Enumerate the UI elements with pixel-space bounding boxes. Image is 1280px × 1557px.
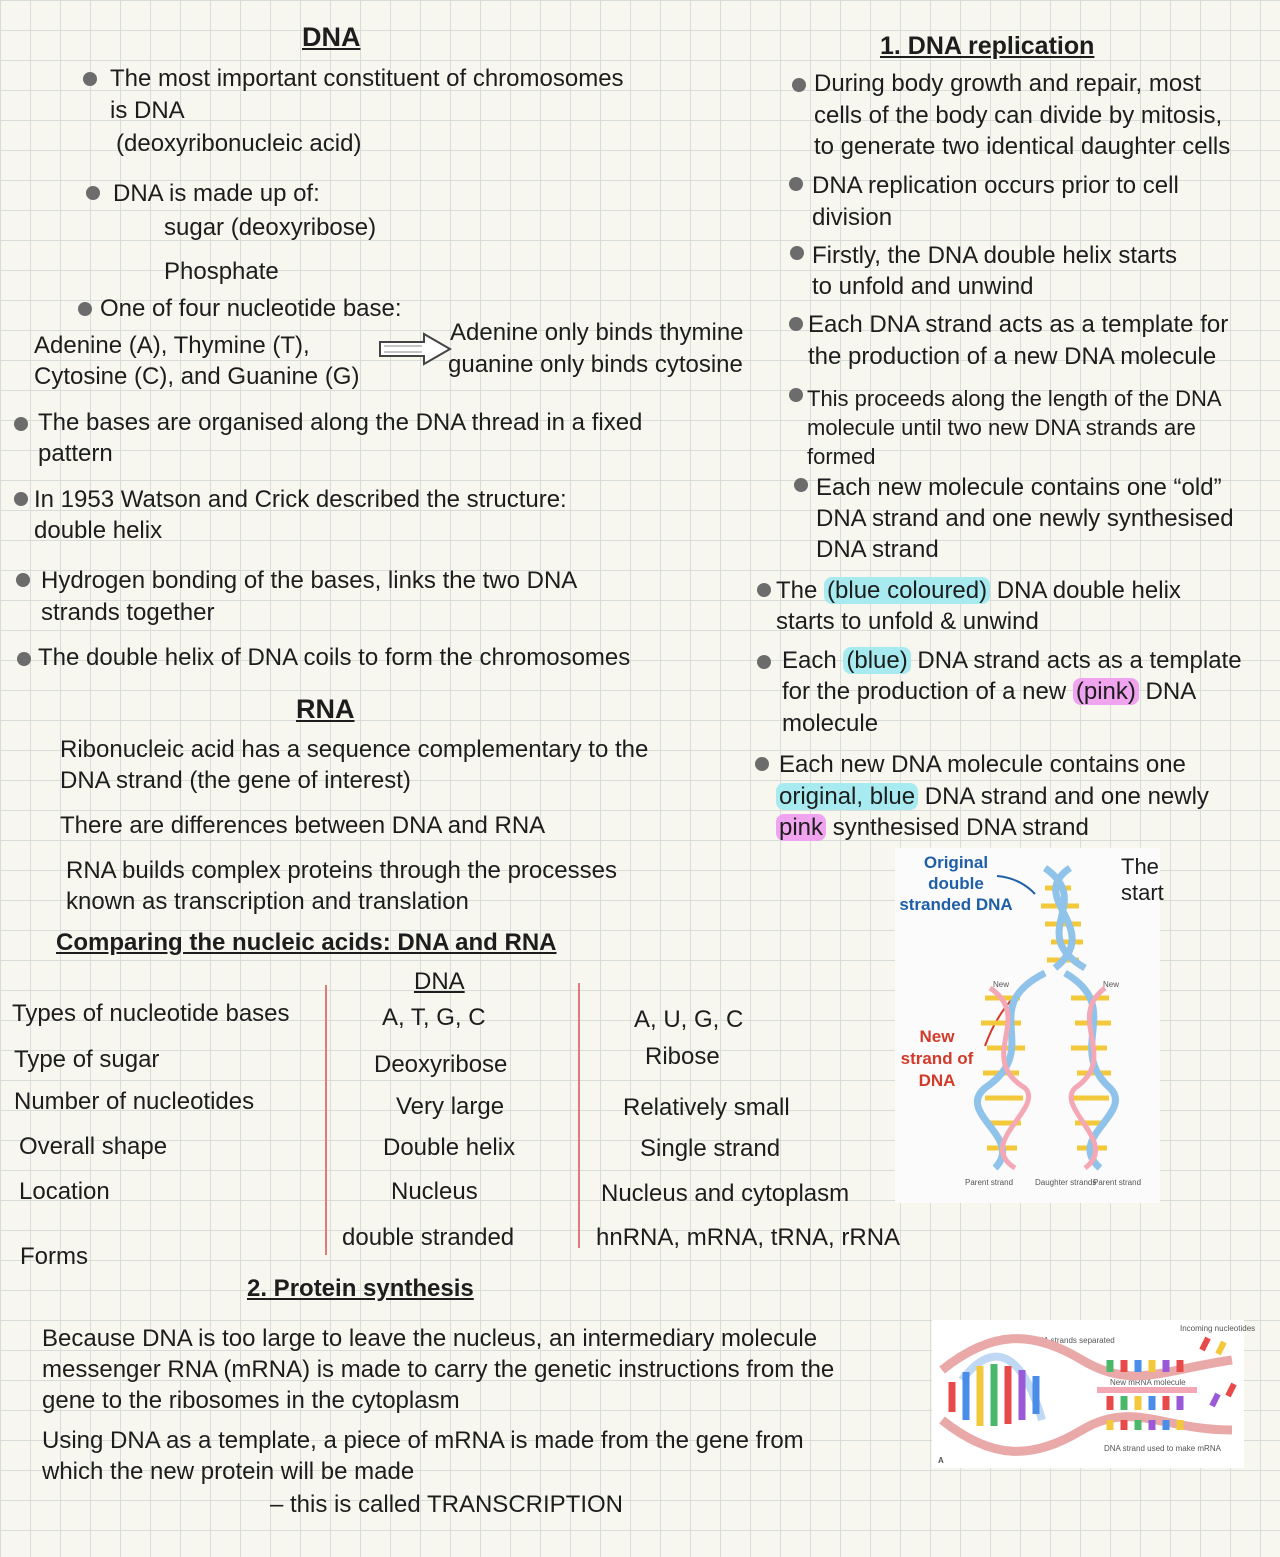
dna-location: Nucleus [391,1178,478,1205]
table-divider-left [325,985,327,1255]
phosphate-item: Phosphate [164,258,279,285]
rna-p3-line-1: RNA builds complex proteins through the processes [66,857,617,884]
pink-highlight: pink [776,814,826,841]
new-strand-label: New strand of DNA [900,1027,974,1090]
protein-p1-line-1: Because DNA is too large to leave the nucleus, an intermediary molecule [42,1325,818,1352]
original-dna-label: Original double stranded DNA [899,853,1013,914]
the-start-line-2: start [1121,880,1164,905]
parent-strand-label: Parent strand [1093,1178,1142,1187]
transcription-figure [932,1320,1256,1468]
comparison-title: Comparing the nucleic acids: DNA and RNA [56,929,557,956]
dna-separated-label: DNA strands separated [1032,1336,1115,1345]
constituent-line-3: (deoxyribonucleic acid) [116,130,362,157]
rep-b7-line-2: starts to unfold & unwind [776,608,1039,635]
rna-bases: A, U, G, C [634,1006,744,1033]
blue-highlight: (blue) [843,647,910,674]
rep-b8-line-1 [782,645,1242,676]
rna-location: Nucleus and cytoplasm [601,1180,850,1207]
protein-p2-line-1: Using DNA as a template, a piece of mRNA is made from the gene from [42,1427,804,1454]
double-helix-illustration [895,848,1160,1203]
bases-line-2: Cytosine (C), and Guanine (G) [34,363,360,390]
dna-title: DNA [302,22,361,52]
watson-crick-line-1: In 1953 Watson and Crick described the structure: [34,486,567,513]
bases-line-1: Adenine (A), Thymine (T), [34,332,310,359]
rna-forms: hnRNA, mRNA, tRNA, rRNA [596,1224,901,1251]
organised-line-1: The bases are organised along the DNA thread in a fixed [38,409,643,436]
rep-b5-line-1: This proceeds along the length of the DNA [807,386,1222,411]
bullet [790,246,804,260]
row-label-shape: Overall shape [19,1133,168,1160]
bullet [16,573,30,587]
bullet [14,492,28,506]
new-label: New [993,980,1010,989]
rep-b9-line2-post: DNA strand and one newly [918,783,1209,810]
rep-b7-line-1 [776,575,1181,606]
rep-b6-line-2: DNA strand and one newly synthesised [816,505,1234,532]
rep-b8-line2-post: DNA [1138,678,1197,705]
blue-highlight: original, blue [776,783,918,810]
bullet [755,757,769,771]
rna-p1-line-1: Ribonucleic acid has a sequence complementary to the [60,736,649,763]
dna-sugar: Deoxyribose [374,1051,508,1078]
organised-line-2: pattern [38,440,113,467]
bullet [86,186,100,200]
pink-highlight: (pink) [1073,678,1139,705]
row-label-nucleotides: Number of nucleotides [14,1088,255,1115]
rep-b3-line-2: to unfold and unwind [812,273,1034,300]
rep-b7-post: DNA double helix [990,577,1181,604]
pairing-line-1: Adenine only binds thymine [450,319,744,346]
bullet [17,652,31,666]
row-label-sugar: Type of sugar [14,1046,160,1073]
made-of-intro: DNA is made up of: [113,180,320,207]
constituent-line-1: The most important constituent of chromosomes [110,65,624,92]
rep-b8-line2-pre: for the production of a new [782,678,1073,705]
dna-forms: double stranded [342,1224,515,1251]
rna-title: RNA [296,694,355,724]
protein-p1-line-3: gene to the ribosomes in the cytoplasm [42,1387,460,1414]
blue-highlight: (blue coloured) [824,577,990,604]
constituent-line-2: is DNA [110,97,185,124]
bullet [789,388,803,402]
bullet [792,78,806,92]
rep-b9-line-2 [776,781,1209,812]
protein-p3: – this is called TRANSCRIPTION [270,1491,623,1518]
bullet [789,317,803,331]
daughter-strands-label: Daughter strands [1035,1178,1097,1187]
rep-b9-line-3 [776,812,1089,843]
rep-b8-line-3: molecule [782,710,879,737]
bullet [757,583,771,597]
rep-b2-line-1: DNA replication occurs prior to cell [812,172,1179,199]
rep-b1-line-1: During body growth and repair, most [814,70,1201,97]
rep-b5-line-3: formed [807,444,876,469]
incoming-nucleotides-label: Incoming nucleotides [1180,1324,1256,1333]
rna-sugar: Ribose [645,1043,720,1070]
rep-b4-line-1: Each DNA strand acts as a template for [808,311,1229,338]
dna-nucleotides: Very large [396,1093,505,1120]
bullet [78,302,92,316]
rep-b3-line-1: Firstly, the DNA double helix starts [812,242,1178,269]
the-start-line-1: The [1121,854,1159,879]
new-mrna-label: New mRNA molecule [1110,1378,1186,1387]
rna-p3-line-2: known as transcription and translation [66,888,469,915]
row-label-forms: Forms [20,1243,88,1270]
sugar-item: sugar (deoxyribose) [164,214,377,241]
rep-b2-line-2: division [812,204,893,231]
protein-p1-line-2: messenger RNA (mRNA) is made to carry the genetic instructions from the [42,1356,835,1383]
rep-b9-line-1: Each new DNA molecule contains one [779,751,1186,778]
bullet [789,177,803,191]
rep-b8-line-2 [782,676,1196,707]
dna-shape: Double helix [383,1134,516,1161]
replication-title: 1. DNA replication [880,32,1095,60]
bullet [794,478,808,492]
transcription-illustration [932,1320,1244,1468]
rep-b9-line3-post: synthesised DNA strand [826,814,1089,841]
pairing-line-2: guanine only binds cytosine [448,351,743,378]
rep-b6-line-3: DNA strand [816,536,939,563]
protein-p2-line-2: which the new protein will be made [42,1458,415,1485]
rep-b1-line-2: cells of the body can divide by mitosis, [814,102,1223,129]
rep-b7-pre: The [776,577,825,604]
rna-nucleotides: Relatively small [623,1094,790,1121]
hydrogen-line-2: strands together [41,599,215,626]
dna-replication-figure [895,848,1164,1203]
template-strand-label: DNA strand used to make mRNA [1104,1444,1221,1453]
protein-title: 2. Protein synthesis [247,1275,474,1302]
arrow-right-icon [378,332,452,366]
bullet [14,417,28,431]
bullet [83,72,97,86]
coils-line: The double helix of DNA coils to form the chromosomes [38,644,631,671]
rep-b6-line-1: Each new molecule contains one “old” [816,474,1222,501]
bullet [757,655,771,669]
rep-b4-line-2: the production of a new DNA molecule [808,343,1217,370]
new-label: New [1103,980,1120,989]
rep-b8-pre: Each [782,647,844,674]
rep-b5-line-2: molecule until two new DNA strands are [807,415,1196,440]
nucleotide-intro: One of four nucleotide base: [100,295,402,322]
watson-crick-line-2: double helix [34,517,163,544]
parent-strand-label: Parent strand [965,1178,1014,1187]
dna-column-header: DNA [414,968,465,995]
table-divider-right [578,983,580,1248]
rep-b1-line-3: to generate two identical daughter cells [814,133,1231,160]
hydrogen-line-1: Hydrogen bonding of the bases, links the two DNA [41,567,578,594]
rna-p2: There are differences between DNA and RNA [60,812,546,839]
row-label-location: Location [19,1178,110,1205]
rna-shape: Single strand [640,1135,781,1162]
panel-letter: A [938,1456,944,1465]
row-label-bases: Types of nucleotide bases [12,1000,290,1027]
rna-p1-line-2: DNA strand (the gene of interest) [60,767,411,794]
dna-bases: A, T, G, C [382,1004,486,1031]
rep-b8-post: DNA strand acts as a template [910,647,1242,674]
